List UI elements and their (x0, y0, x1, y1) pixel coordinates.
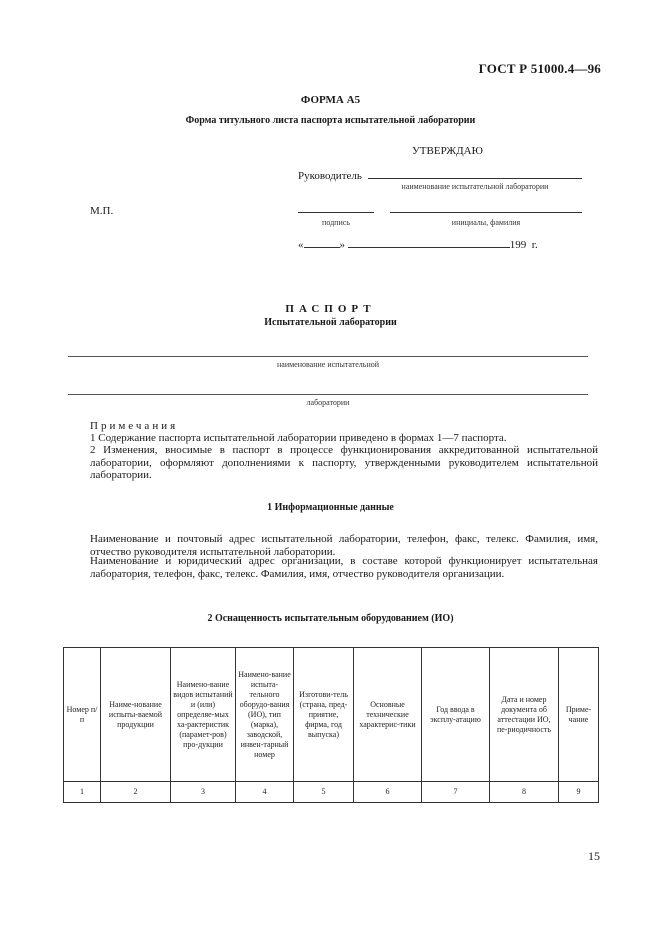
table-number-cell: 6 (354, 782, 422, 803)
table-number-cell: 5 (294, 782, 354, 803)
month-line (348, 238, 510, 248)
table-number-cell: 3 (171, 782, 236, 803)
note-1: 1 Содержание паспорта испытательной лаборатории приведено в формах 1—7 паспорта. (90, 432, 507, 444)
year-value: 199 (509, 239, 527, 251)
date-open-quote: « (298, 239, 304, 251)
table-number-cell: 4 (236, 782, 294, 803)
table-number-cell: 7 (422, 782, 490, 803)
equipment-table (63, 647, 599, 803)
form-subtitle: Форма титульного листа паспорта испытательной лаборатории (185, 115, 476, 126)
table-header-cell: Наимено-вание испыта-тельного оборудо-вания (ИО), тип (марка), заводской, инвен-тарный номер (236, 648, 294, 782)
table-number-cell: 1 (64, 782, 101, 803)
section-2-title: 2 Оснащенность испытательным оборудованием (ИО) (207, 613, 454, 624)
table-header-cell: Изготови-тель (страна, пред-приятие, фирма, год выпуска) (294, 648, 354, 782)
signature-line (298, 212, 374, 213)
table-number-row (64, 782, 599, 803)
form-title: ФОРМА А5 (300, 94, 361, 106)
section-1-paragraph-1: Наименование и почтовый адрес испытательной лаборатории, телефон, факс, телекс. Фамилия, имя, отчество руководителя испытательной лаборатории. (90, 533, 598, 558)
signature-caption: подпись (322, 218, 350, 227)
notes-heading: Примечания (90, 420, 179, 432)
page-number: 15 (588, 849, 600, 863)
section-1-paragraph-2: Наименование и юридический адрес организации, в составе которой функционирует испытательная лаборатория, телефон, факс, телекс. Фамилия, имя, отчество руководителя организации. (90, 555, 598, 580)
table-header-cell: Наимено-вание видов испытаний и (или) определяе-мых ха-рактеристик (парамет-ров) про-дукции (171, 648, 236, 782)
table-number-cell: 9 (559, 782, 599, 803)
year-suffix: г. (531, 239, 538, 251)
table-header-cell: Год ввода в эксплу-атацию (422, 648, 490, 782)
date-row (298, 238, 538, 251)
lab-name-line-1 (68, 356, 588, 357)
head-name-line (368, 178, 582, 179)
stamp-label: М.П. (90, 205, 114, 217)
lab-name-caption-1: наименование испытательной (276, 360, 380, 369)
initials-line (390, 212, 582, 213)
table-header-cell: Наиме-нование испыты-ваемой продукции (101, 648, 171, 782)
day-line (304, 238, 340, 248)
initials-caption: инициалы, фамилия (451, 218, 521, 227)
lab-name-caption-2: лаборатории (306, 398, 350, 407)
table-header-cell: Приме-чание (559, 648, 599, 782)
note-2: 2 Изменения, вносимые в паспорт в процессе функционирования аккредитованной испытательной лаборатории, оформляют дополнениями к паспорту, утвержденными руководителем испытательной лаборатории. (90, 444, 598, 481)
document-number: ГОСТ Р 51000.4—96 (478, 61, 601, 76)
passport-title: ПАСПОРТ (285, 303, 376, 315)
table-header-cell: Основные технические характерис-тики (354, 648, 422, 782)
table-header-cell: Дата и номер документа об аттестации ИО, пе-риодичность (490, 648, 559, 782)
section-1-title: 1 Информационные данные (267, 502, 394, 513)
table-number-cell: 2 (101, 782, 171, 803)
head-caption: наименование испытательной лаборатории (401, 182, 549, 191)
lab-name-line-2 (68, 394, 588, 395)
head-label: Руководитель (298, 170, 362, 182)
table-header-cell: Номер п/п (64, 648, 101, 782)
approve-label: УТВЕРЖДАЮ (412, 145, 483, 157)
date-close-quote: » (339, 239, 345, 251)
table-header-row (64, 648, 599, 782)
table-number-cell: 8 (490, 782, 559, 803)
passport-subtitle: Испытательной лаборатории (264, 317, 397, 328)
